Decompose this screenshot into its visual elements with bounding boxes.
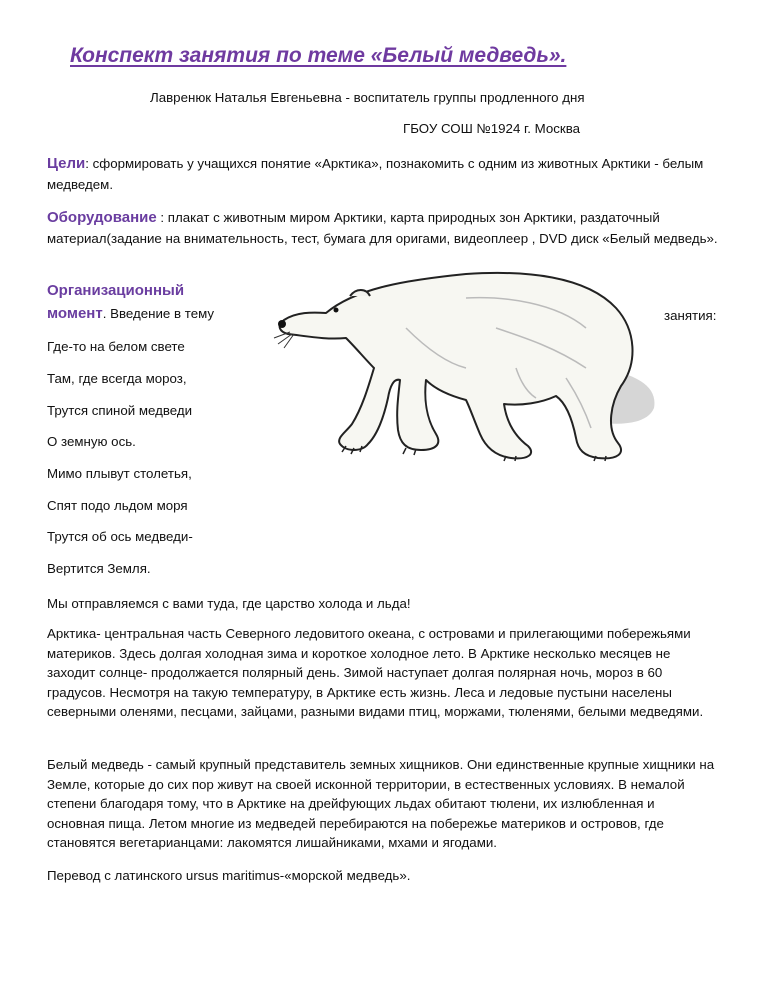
polar-bear-illustration [266,268,666,468]
bear-body [280,273,633,458]
poem-line: Вертится Земля. [47,561,151,576]
org-label-line1: Организационный [47,282,185,299]
poem-line: Спят подо льдом моря [47,498,188,513]
org-intro-text: . Введение в тему [102,306,215,321]
org-intro-end: занятия: [664,308,717,323]
poem-line: Там, где всегда мороз, [47,371,187,386]
trip-line: Мы отправляемся с вами туда, где царство холода и льда! [47,596,411,611]
author-line: Лавренюк Наталья Евгеньевна - воспитатель группы продленного дня [150,90,585,105]
poem-line: Мимо плывут столетья, [47,466,192,481]
bear-whiskers [274,332,294,348]
poem-line: Где-то на белом свете [47,339,185,354]
arctic-paragraph: Арктика- центральная часть Северного ледовитого океана, с островами и прилегающими побережьями материков. Здесь долгая холодная зима и короткое холодное лето. В Арктике несколько месяцев не заходит солнце- продолжается полярный день. Зимой наступает долгая полярная ночь, мороз в 60 градусов. Несмотря на такую температуру, в Арктике есть жизнь. Леса и ледовые пустыни населены северными оленями, песцами, зайцами, разными видами птиц, моржами, тюленями, белыми медведями. [47,626,704,720]
equipment-text: : плакат с животным миром Арктики, карта природных зон Арктики, раздаточный материал(задание на внимательность, тест, бумага для оригами, видеоплеер , DVD диск «Белый медведь». [47,210,718,246]
page-title: Конспект занятия по теме «Белый медведь». [70,44,567,67]
poem-line: О земную ось. [47,434,136,449]
org-label-line2: момент [47,305,103,322]
goals-paragraph [47,153,727,195]
bear-nose [278,320,286,328]
school-line: ГБОУ СОШ №1924 г. Москва [403,121,581,136]
goals-text: : сформировать у учащихся понятие «Арктика», познакомить с одним из животных Арктики - белым медведем. [47,156,704,192]
poem-line: Трутся спиной медведи [47,403,193,418]
bear-paragraph: Белый медведь - самый крупный представитель земных хищников. Они единственные крупные хищники на Земле, которые до сих пор живут на своей исконной территории, в естественных условиях. В немалой степени благодаря тому, что в Арктике на дрейфующих льдах обитают тюлени, их излюбленная и основная пища. Летом многие из медведей перебираются на побережье материков и островов, где становятся вегетарианцами: лакомятся лишайниками, мхами и ягодами. [47,757,715,851]
poem-line: Трутся об ось медведи- [47,529,193,544]
translation-line: Перевод с латинского ursus maritimus-«морской медведь». [47,868,411,883]
goals-label: Цели [47,155,86,172]
bear-eye [334,308,339,313]
bear-claws [342,446,606,461]
org-intro-line [47,304,214,324]
equipment-paragraph [47,207,727,249]
bear-ear [350,290,370,296]
equipment-label: Оборудование [47,209,157,226]
